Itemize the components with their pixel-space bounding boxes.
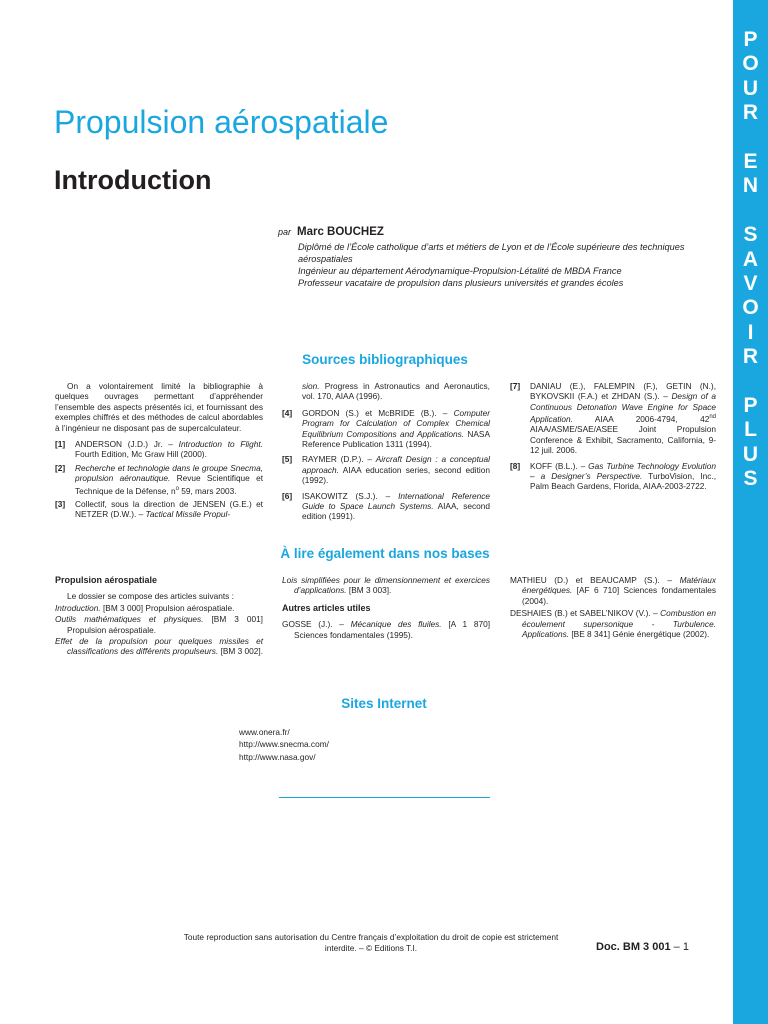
reference-item: [1] ANDERSON (J.D.) Jr. – Introduction to Flight. Fourth Edition, Mc Graw Hill (2000). xyxy=(55,439,263,460)
reference-item: [3] Collectif, sous la direction de JENSEN (G.E.) et NETZER (D.W.). – Tactical Missile Propul- xyxy=(55,498,263,520)
page-number: – 1 xyxy=(670,941,689,953)
page-title: Propulsion aérospatiale xyxy=(54,104,389,140)
reference-item-continued: sion. Progress in Astronautics and Aeronautics, vol. 170, AIAA (1996). xyxy=(302,381,490,402)
sidebar-vertical-text xyxy=(733,28,768,492)
sources-heading: Sources bibliographiques xyxy=(302,352,468,367)
sidebar-banner xyxy=(733,0,768,1024)
sidebar-word: SAVOIR xyxy=(742,223,759,369)
further-reading-subheading: Propulsion aérospatiale xyxy=(55,575,158,585)
reference-item: [4] GORDON (S.) et McBRIDE (B.). – Computer Program for Calculation of Complex Chemical Equilibrium Compositions and Applications. NASA Reference Publication 1311 (1994). xyxy=(282,407,491,450)
reference-item: [5] RAYMER (D.P.). – Aircraft Design : a conceptual approach. AIAA education series, second edition (1992). xyxy=(282,454,491,486)
sidebar-word: PLUS xyxy=(742,394,759,491)
reference-item: [2] Recherche et technologie dans le groupe Snecma, propulsion aéronautique. Revue Scientifique et Technique de la Défense, $n^o$ 59, mars 2003. xyxy=(55,462,263,496)
website-link[interactable]: www.onera.fr/ xyxy=(239,727,290,737)
document-reference xyxy=(596,941,689,953)
further-reading-heading: À lire également dans nos bases xyxy=(280,546,490,561)
divider xyxy=(279,797,490,798)
author-credentials xyxy=(298,241,728,289)
websites-heading: Sites Internet xyxy=(341,696,427,711)
credential-line: Diplômé de l’École catholique d’arts et métiers de Lyon et de l’École supérieure des techniques aérospatiales xyxy=(298,242,685,264)
list-item: Outils mathématiques et physiques. [BM 3 001] Propulsion aérospatiale. xyxy=(55,614,263,635)
author-prefix: par xyxy=(278,227,292,237)
sources-column-1 xyxy=(55,381,263,523)
website-list xyxy=(239,726,439,763)
sources-column-3 xyxy=(510,381,716,495)
document-code: Doc. BM 3 001 xyxy=(596,941,671,953)
reference-item: [6] ISAKOWITZ (S.J.). – International Reference Guide to Space Launch Systems. AIAA, second edition (1991). xyxy=(282,490,490,522)
list-item: DESHAIES (B.) et SABEL’NIKOV (V.). – Combustion en écoulement supersonique - Turbulence. Applications. [BE 8 341] Génie énergétique (2002). xyxy=(510,608,716,640)
list-item: MATHIEU (D.) et BEAUCAMP (S.). – Matériaux énergétiques. [AF 6 710] Sciences fondamentales (2004). xyxy=(510,575,716,606)
further-reading-subheading: Autres articles utiles xyxy=(282,602,371,613)
list-item: Effet de la propulsion pour quelques missiles et classifications des différents propulseurs. [BM 3 002]. xyxy=(55,636,263,657)
author-name: Marc BOUCHEZ xyxy=(297,226,384,238)
website-link[interactable]: http://www.nasa.gov/ xyxy=(239,751,316,762)
website-link[interactable]: http://www.snecma.com/ xyxy=(239,739,329,750)
credential-line: Ingénieur au département Aérodynamique-Propulsion-Létalité de MBDA France xyxy=(298,266,622,276)
author-line xyxy=(278,226,384,238)
sidebar-word: EN xyxy=(742,150,759,198)
list-item: GOSSE (J.). – Mécanique des fluiles. [A 1 870] Sciences fondamentales (1995). xyxy=(282,619,490,640)
sources-intro: On a volontairement limité la bibliographie à quelques ouvrages permettant d’appréhender l’ensemble des aspects présentés ici, et fournissant des exemples chiffrés et des méthodes de calcul abordables à l’ingénieur ne disposant pas de supercalculateur. xyxy=(55,381,263,433)
credential-line: Professeur vacataire de propulsion dans plusieurs universités et grandes écoles xyxy=(298,278,624,288)
article-list xyxy=(55,603,263,657)
list-item: Introduction. [BM 3 000] Propulsion aérospatiale. xyxy=(55,602,235,613)
reference-item: [7] DANIAU (E.), FALEMPIN (F.), GETIN (N.), BYKOVSKII (F.A.) et ZHDAN (S.). – Design of a Continuous Detonation Wave Engine for Space Application. AIAA 2006-4794, 42nd AIAA/ASME/SAE/ASEE Joint Propulsion Conference & Exhibit, Sacramento, California, 9-12 juil. 2006. xyxy=(510,381,716,456)
sources-column-2 xyxy=(282,381,490,525)
sidebar-word: POUR xyxy=(742,28,759,125)
reference-item: [8] KOFF (B.L.). – Gas Turbine Technology Evolution – a Designer’s Perspective. TurboVision, Inc., Palm Beach Gardens, Florida, AIAA-2003-2722. xyxy=(510,460,717,492)
further-reading-column-1 xyxy=(55,575,263,658)
copyright-notice: Toute reproduction sans autorisation du Centre français d’exploitation du droit de copie est strictement interdite. – © Editions T.I. xyxy=(183,932,559,953)
further-reading-intro: Le dossier se compose des articles suivants : xyxy=(67,591,234,602)
further-reading-column-3 xyxy=(510,575,716,639)
page-subtitle: Introduction xyxy=(54,165,212,195)
list-item: Lois simplifiées pour le dimensionnement et exercices d’applications. [BM 3 003]. xyxy=(282,575,490,596)
further-reading-column-2 xyxy=(282,575,490,640)
